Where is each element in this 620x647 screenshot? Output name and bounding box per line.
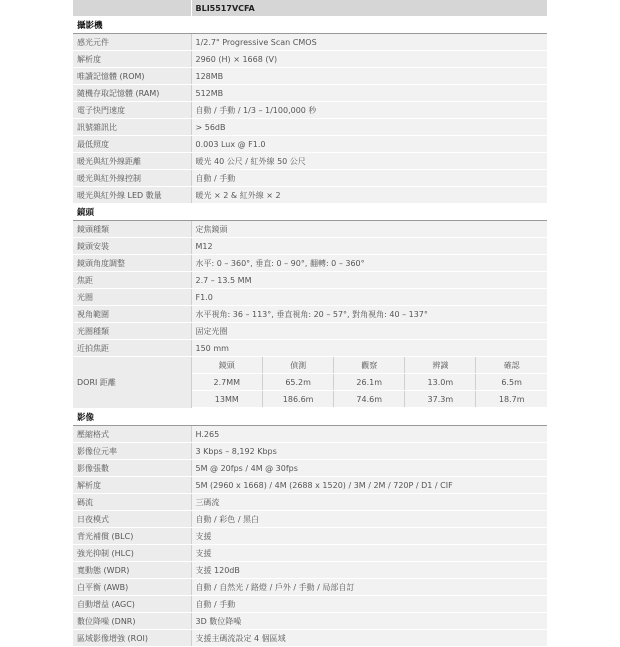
spec-value: 支援主碼流設定 4 個區域 bbox=[191, 630, 547, 647]
spec-row bbox=[73, 51, 547, 68]
spec-value: M12 bbox=[191, 238, 547, 255]
spec-row bbox=[73, 34, 547, 51]
spec-label: 光圈種類 bbox=[73, 323, 191, 340]
spec-value: 水平視角: 36 – 113°, 垂直視角: 20 – 57°, 對角視角: 40 – 137° bbox=[191, 306, 547, 323]
spec-label: 電子快門速度 bbox=[73, 102, 191, 119]
spec-label: 自動增益 (AGC) bbox=[73, 596, 191, 613]
dori-header: 鏡頭 bbox=[192, 357, 263, 374]
section-title: 鏡頭 bbox=[73, 204, 547, 221]
dori-header: 觀察 bbox=[334, 357, 405, 374]
dori-label: DORI 距離 bbox=[73, 357, 191, 409]
dori-value: 37.3m bbox=[405, 391, 476, 408]
spec-value: 暖光 40 公尺 / 紅外線 50 公尺 bbox=[191, 153, 547, 170]
spec-row bbox=[73, 170, 547, 187]
spec-row bbox=[73, 630, 547, 647]
spec-value: 水平: 0 – 360°, 垂直: 0 – 90°, 翻轉: 0 – 360° bbox=[191, 255, 547, 272]
spec-label: 解析度 bbox=[73, 51, 191, 68]
spec-value: 150 mm bbox=[191, 340, 547, 357]
spec-value: 自動 / 手動 / 1/3 – 1/100,000 秒 bbox=[191, 102, 547, 119]
spec-value: 512MB bbox=[191, 85, 547, 102]
section-title: 攝影機 bbox=[73, 17, 547, 34]
spec-row bbox=[73, 426, 547, 443]
model-name: BLI5517VCFA bbox=[191, 0, 547, 17]
spec-label: 鏡頭角度調整 bbox=[73, 255, 191, 272]
spec-label: 背光補償 (BLC) bbox=[73, 528, 191, 545]
spec-value: 自動 / 手動 bbox=[191, 596, 547, 613]
spec-sheet bbox=[73, 0, 547, 647]
spec-label: 影像位元率 bbox=[73, 443, 191, 460]
spec-row bbox=[73, 136, 547, 153]
dori-header: 偵測 bbox=[263, 357, 334, 374]
dori-header-row bbox=[192, 357, 548, 374]
spec-label: 強光抑制 (HLC) bbox=[73, 545, 191, 562]
spec-row bbox=[73, 596, 547, 613]
spec-table bbox=[73, 0, 547, 647]
spec-label: 鏡頭種類 bbox=[73, 221, 191, 238]
spec-row bbox=[73, 238, 547, 255]
spec-row bbox=[73, 255, 547, 272]
spec-row bbox=[73, 153, 547, 170]
spec-value: H.265 bbox=[191, 426, 547, 443]
spec-label: 暖光與紅外線控制 bbox=[73, 170, 191, 187]
spec-row bbox=[73, 306, 547, 323]
spec-row bbox=[73, 289, 547, 306]
spec-value: 自動 / 手動 bbox=[191, 170, 547, 187]
spec-label: 暖光與紅外線 LED 數量 bbox=[73, 187, 191, 204]
spec-row bbox=[73, 102, 547, 119]
dori-value: 65.2m bbox=[263, 374, 334, 391]
spec-label: 區域影像增強 (ROI) bbox=[73, 630, 191, 647]
spec-value: 支援 120dB bbox=[191, 562, 547, 579]
spec-value: 自動 / 自然光 / 路燈 / 戶外 / 手動 / 局部自訂 bbox=[191, 579, 547, 596]
spec-label: 焦距 bbox=[73, 272, 191, 289]
spec-label: 暖光與紅外線距離 bbox=[73, 153, 191, 170]
spec-label: 解析度 bbox=[73, 477, 191, 494]
dori-table-cell bbox=[191, 357, 547, 409]
spec-row bbox=[73, 494, 547, 511]
spec-label: 日夜模式 bbox=[73, 511, 191, 528]
spec-row bbox=[73, 460, 547, 477]
model-header-row bbox=[73, 0, 547, 17]
spec-value: 三碼流 bbox=[191, 494, 547, 511]
spec-value: 支援 bbox=[191, 545, 547, 562]
dori-value: 18.7m bbox=[476, 391, 547, 408]
spec-value: 0.003 Lux @ F1.0 bbox=[191, 136, 547, 153]
section-header-camera bbox=[73, 17, 547, 34]
spec-label: 視角範圍 bbox=[73, 306, 191, 323]
spec-row bbox=[73, 562, 547, 579]
spec-row bbox=[73, 477, 547, 494]
spec-value: 2960 (H) × 1668 (V) bbox=[191, 51, 547, 68]
spec-label: 感光元件 bbox=[73, 34, 191, 51]
spec-value: 暖光 × 2 & 紅外線 × 2 bbox=[191, 187, 547, 204]
spec-row bbox=[73, 528, 547, 545]
spec-row bbox=[73, 68, 547, 85]
spec-value: 支援 bbox=[191, 528, 547, 545]
dori-header: 辨識 bbox=[405, 357, 476, 374]
spec-value: 128MB bbox=[191, 68, 547, 85]
spec-value: 自動 / 彩色 / 黑白 bbox=[191, 511, 547, 528]
spec-value: 5M (2960 x 1668) / 4M (2688 x 1520) / 3M / 2M / 720P / D1 / CIF bbox=[191, 477, 547, 494]
spec-row bbox=[73, 323, 547, 340]
dori-value: 26.1m bbox=[334, 374, 405, 391]
spec-value: 定焦鏡頭 bbox=[191, 221, 547, 238]
spec-label: 白平衡 (AWB) bbox=[73, 579, 191, 596]
section-title: 影像 bbox=[73, 409, 547, 426]
spec-label: 寬動態 (WDR) bbox=[73, 562, 191, 579]
spec-label: 光圈 bbox=[73, 289, 191, 306]
dori-value: 186.6m bbox=[263, 391, 334, 408]
dori-row bbox=[73, 357, 547, 409]
spec-value: 2.7 – 13.5 MM bbox=[191, 272, 547, 289]
spec-label: 近拍焦距 bbox=[73, 340, 191, 357]
spec-row bbox=[73, 187, 547, 204]
spec-row bbox=[73, 272, 547, 289]
spec-value: 固定光圈 bbox=[191, 323, 547, 340]
spec-row bbox=[73, 613, 547, 630]
spec-label: 訊號雜訊比 bbox=[73, 119, 191, 136]
spec-label: 碼流 bbox=[73, 494, 191, 511]
spec-row bbox=[73, 119, 547, 136]
dori-value: 2.7MM bbox=[192, 374, 263, 391]
spec-label: 壓縮格式 bbox=[73, 426, 191, 443]
spec-row bbox=[73, 511, 547, 528]
dori-table bbox=[192, 357, 548, 408]
spec-value: F1.0 bbox=[191, 289, 547, 306]
model-header-spacer bbox=[73, 0, 191, 17]
spec-label: 數位降噪 (DNR) bbox=[73, 613, 191, 630]
section-header-video bbox=[73, 409, 547, 426]
spec-label: 影像張數 bbox=[73, 460, 191, 477]
spec-value: 1/2.7" Progressive Scan CMOS bbox=[191, 34, 547, 51]
spec-label: 唯讀記憶體 (ROM) bbox=[73, 68, 191, 85]
spec-value: 3 Kbps – 8,192 Kbps bbox=[191, 443, 547, 460]
dori-value: 6.5m bbox=[476, 374, 547, 391]
spec-value: 5M @ 20fps / 4M @ 30fps bbox=[191, 460, 547, 477]
spec-row bbox=[73, 545, 547, 562]
spec-label: 鏡頭安裝 bbox=[73, 238, 191, 255]
spec-row bbox=[73, 85, 547, 102]
dori-header: 確認 bbox=[476, 357, 547, 374]
dori-data-row bbox=[192, 391, 548, 408]
dori-value: 13MM bbox=[192, 391, 263, 408]
spec-row bbox=[73, 579, 547, 596]
dori-value: 74.6m bbox=[334, 391, 405, 408]
dori-value: 13.0m bbox=[405, 374, 476, 391]
spec-row bbox=[73, 221, 547, 238]
spec-label: 最低照度 bbox=[73, 136, 191, 153]
spec-row bbox=[73, 340, 547, 357]
spec-value: 3D 數位降噪 bbox=[191, 613, 547, 630]
section-header-lens bbox=[73, 204, 547, 221]
spec-value: > 56dB bbox=[191, 119, 547, 136]
spec-row bbox=[73, 443, 547, 460]
dori-data-row bbox=[192, 374, 548, 391]
spec-label: 隨機存取記憶體 (RAM) bbox=[73, 85, 191, 102]
